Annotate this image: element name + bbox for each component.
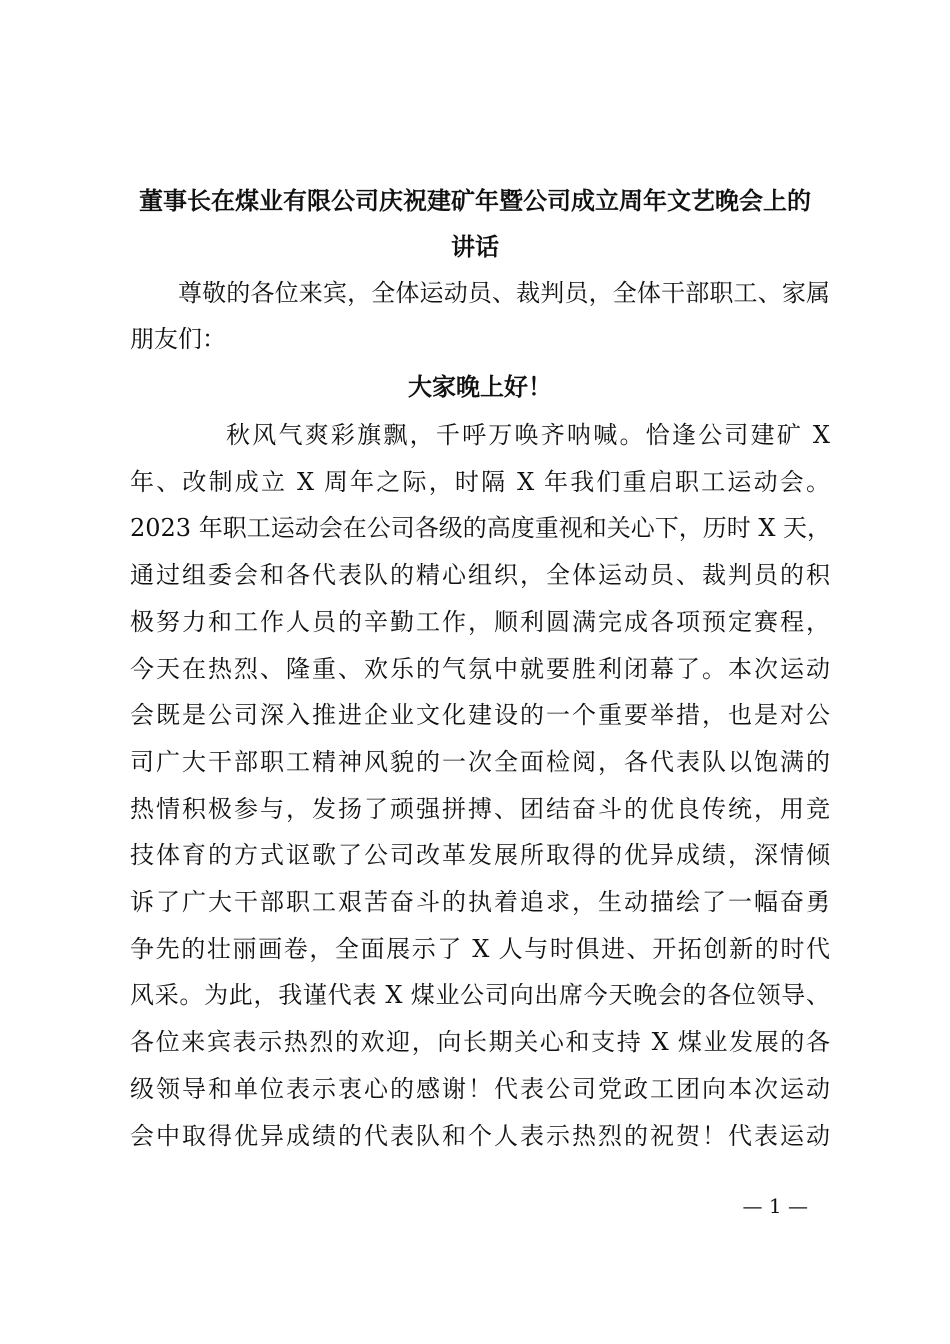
title-line-1: 董事长在煤业有限公司庆祝建矿年暨公司成立周年文艺晚会上的 — [139, 186, 811, 215]
body-line: 极努力和工作人员的辛勤工作，顺利圆满完成各项预定赛程， — [130, 607, 830, 636]
body-line: 热情积极参与，发扬了顽强拼搏、团结奋斗的优良传统，用竞 — [130, 794, 830, 823]
body-line: 会既是公司深入推进企业文化建设的一个重要举措，也是对公 — [130, 701, 830, 730]
body-line: 2023 年职工运动会在公司各级的高度重视和关心下，历时 X 天， — [130, 514, 832, 543]
body-line: 司广大干部职工精神风貌的一次全面检阅，各代表队以饱满的 — [130, 747, 830, 776]
body-line: 秋风气爽彩旗飘，千呼万唤齐呐喊。恰逢公司建矿 X — [226, 421, 830, 449]
body-line: 各位来宾表示热烈的欢迎，向长期关心和支持 X 煤业发展的各 — [130, 1028, 830, 1057]
body-line: 会中取得优异成绩的代表队和个人表示热烈的祝贺！代表运动 — [130, 1121, 830, 1150]
body-line: 级领导和单位表示衷心的感谢！代表公司党政工团向本次运动 — [130, 1074, 830, 1103]
body-line: 争先的壮丽画卷，全面展示了 X 人与时俱进、开拓创新的时代 — [130, 934, 830, 963]
salutation: 尊敬的各位来宾，全体运动员、裁判员，全体干部职工、家属朋友们： — [130, 279, 830, 353]
greeting-heading: 大家晚上好！ — [408, 372, 552, 401]
body-line: 今天在热烈、隆重、欢乐的气氛中就要胜利闭幕了。本次运动 — [130, 654, 830, 683]
document-title — [100, 178, 850, 270]
body-line: 技体育的方式讴歌了公司改革发展所取得的优异成绩，深情倾 — [130, 841, 830, 870]
page-number: — 1 — — [742, 1194, 808, 1218]
body-line: 诉了广大干部职工艰苦奋斗的执着追求，生动描绘了一幅奋勇 — [130, 888, 830, 917]
speech-body — [130, 412, 830, 1159]
title-line-2: 讲话 — [451, 232, 499, 261]
body-line: 年、改制成立 X 周年之际，时隔 X 年我们重启职工运动会。 — [130, 467, 830, 496]
body-line: 风采。为此，我谨代表 X 煤业公司向出席今天晚会的各位领导、 — [130, 981, 830, 1010]
body-line: 通过组委会和各代表队的精心组织，全体运动员、裁判员的积 — [130, 561, 830, 590]
